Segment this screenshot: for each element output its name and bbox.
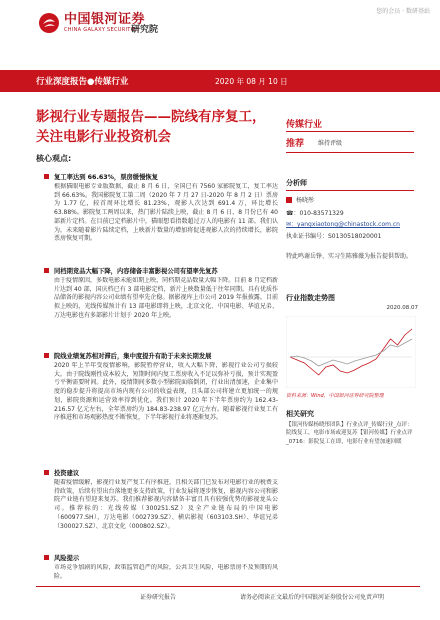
- section-body-2: 由于疫情原因，多数电影未能如期上映，同档期竞品数量大幅下降。目前 8 月定档新片达到 40 部，国庆档已有 3 部电影定档，新片上映数量低于往年同期。具有优质作品储备的影视内容公司业绩有望率先企稳。据影视库上市公司 2019 年报披露，目前拟上映的，光线传媒预计有 13 部电影即将上映，北京文化、中国电影、华谊兄弟、万达电影也有多部影片计划于 2020 年上映。: [54, 277, 278, 319]
- sidebar-divider: [286, 131, 414, 132]
- section-heading-2: 同档期竞品大幅下降，内容储备丰富影视公司有望率先复苏: [54, 268, 218, 275]
- watermark-text: 您的会员 · 数研基站: [376, 8, 430, 15]
- section-body-5: 市场竞争加剧的风险，政策监管趋严的风险，公共卫生风险，电影票房不及预期的风险。: [54, 564, 278, 580]
- analyst-email[interactable]: ✉：yangxiaotong@chinastock.com.cn: [286, 221, 400, 228]
- section-heading-3: 院线业绩复苏相对滞后，集中度提升有助于未来长期发展: [54, 353, 212, 360]
- chart-source-note: 资料来源：Wind，中国银河证券研究院整理: [286, 393, 384, 399]
- logo-name-cn: 中国银河证券: [64, 11, 146, 27]
- analyst-phone: ☎：010-83571329: [286, 210, 344, 217]
- report-date: 2020 年 08 月 10 日: [215, 77, 288, 86]
- analyst-name: 杨晓彤: [286, 196, 416, 205]
- bullet-square-icon: [44, 268, 49, 273]
- section-body-3: 2020 年上半年受疫情影响，影院暂停营业，收入大幅下降，影视行业公司亏损较大。由于院线刚性成本较大，短期时间内复工票房收入不足以弥补亏损，预计实现盈亏平衡需要时间。此外，疫情期间多数小型影院面临倒闭，行业出清加速，企业集中度的稳步提升将提高市场内现有公司的收益表现，且头部公司将建立更加统一的规划，影院资源和运营效率得到优化。我们预计 2020 年下半年票房约为 162.43-216.57 亿元左右，全年票房约为 184.83-238.97 亿元左右。随着影视行业复工有序推进和市场观影热度不断恢复，下半年影视行业将逐渐复苏。: [54, 362, 278, 422]
- report-type-bar: [0, 70, 440, 92]
- logo: [38, 12, 145, 34]
- person-icon: [286, 197, 292, 203]
- report-title: 影视行业专题报告——院线有序复工，关注电影行业投资机会: [36, 109, 266, 145]
- industry-name: 传媒行业: [286, 120, 323, 130]
- section-heading-4: 投资建议: [54, 470, 80, 477]
- report-type-label: 行业深度报告●传媒行业: [36, 77, 129, 87]
- institute-label: 研究院: [131, 25, 159, 35]
- footer-disclaimer: 请务必阅读正文最后的中国银河证券股份公司免责声明: [240, 594, 385, 601]
- logo-name-en: CHINA GALAXY SECURITIES: [64, 26, 140, 33]
- related-research-text[interactable]: 【银河传媒杨晓彤团队】行业点评_传媒行业_点评：院线复工，电影市场或迎复苏【银河传媒】行业点评_0716：影院复工在即，电影行业有望加速回暖: [286, 422, 413, 445]
- core-view-label: 核心观点:: [36, 154, 72, 163]
- section-body-1: 根据猫眼电影专业版数据，截止 8 月 6 日，全国已有 7560 家影院复工，复工率达到 66.63%。我国影院复工第二周（2020 年 7 月 27 日-2020 年 8 月 2 日）票房为 1.77 亿，较首周环比增长 81.23%，观影人次达到 691.4 万，环比增长 63.88%。影院复工两周以来，热门影片陆续上映，截止 8 月 6 日，8 月份已有 40 部新片定档。在目前已定档影片中，猫眼想看指数超过万人的电影有 11 部。我们认为，未来随着影片陆续定档，上映新片数量的增加将促进观影人次的持续增长，影院票房恢复可期。: [54, 183, 278, 243]
- industry-index-chart: [286, 316, 416, 388]
- bullet-square-icon: [44, 555, 49, 560]
- rating-sub: 维持评级: [318, 140, 343, 147]
- report-header: [0, 0, 440, 52]
- galaxy-logo-icon: [38, 12, 60, 34]
- analyst-section-label: 分析师: [286, 179, 307, 187]
- section-heading-5: 风险提示: [54, 555, 80, 562]
- acknowledgement-text: 特此鸣谢岳铮、实习生陈雅薇为报告提供帮助。: [286, 253, 413, 260]
- chart-frame: [286, 316, 416, 388]
- section-heading-1: 复工率达到 66.63%，票房缓慢恢复: [54, 174, 158, 181]
- related-research-label: 相关研究: [286, 410, 314, 418]
- chart-date: 2020.08.07: [386, 305, 418, 311]
- footer-divider: [36, 586, 420, 587]
- chart-caption: 行业指数走势图: [286, 294, 335, 302]
- bullet-square-icon: [44, 353, 49, 358]
- analyst-license: 执业证书编号：S0130518020001: [286, 233, 382, 240]
- sidebar-divider: [286, 152, 414, 153]
- footer-left-text: 证券研究报告: [140, 594, 177, 601]
- bullet-square-icon: [44, 470, 49, 475]
- bullet-square-icon: [44, 174, 49, 179]
- rating-label: 推荐: [286, 139, 305, 149]
- sidebar-divider: [286, 190, 414, 191]
- section-body-4: 随着疫情缓解，影视行业复产复工有序推进，且相关部门已发布对电影行业的税费支持政策，后续有望出台落地更多支持政策，行业发展将逐步恢复，影视内容公司和影院产业链有望迎来复苏。我们推荐影视内容储备丰富且具有较强优势的影视龙头公司。推荐标的：光线传媒（300251.SZ）及全产业链布局的中国电影（600977.SH），万达电影（002739.SZ）、横店影视（603103.SH）、华谊兄弟（300027.SZ）、北京文化（000802.SZ）。: [54, 479, 278, 530]
